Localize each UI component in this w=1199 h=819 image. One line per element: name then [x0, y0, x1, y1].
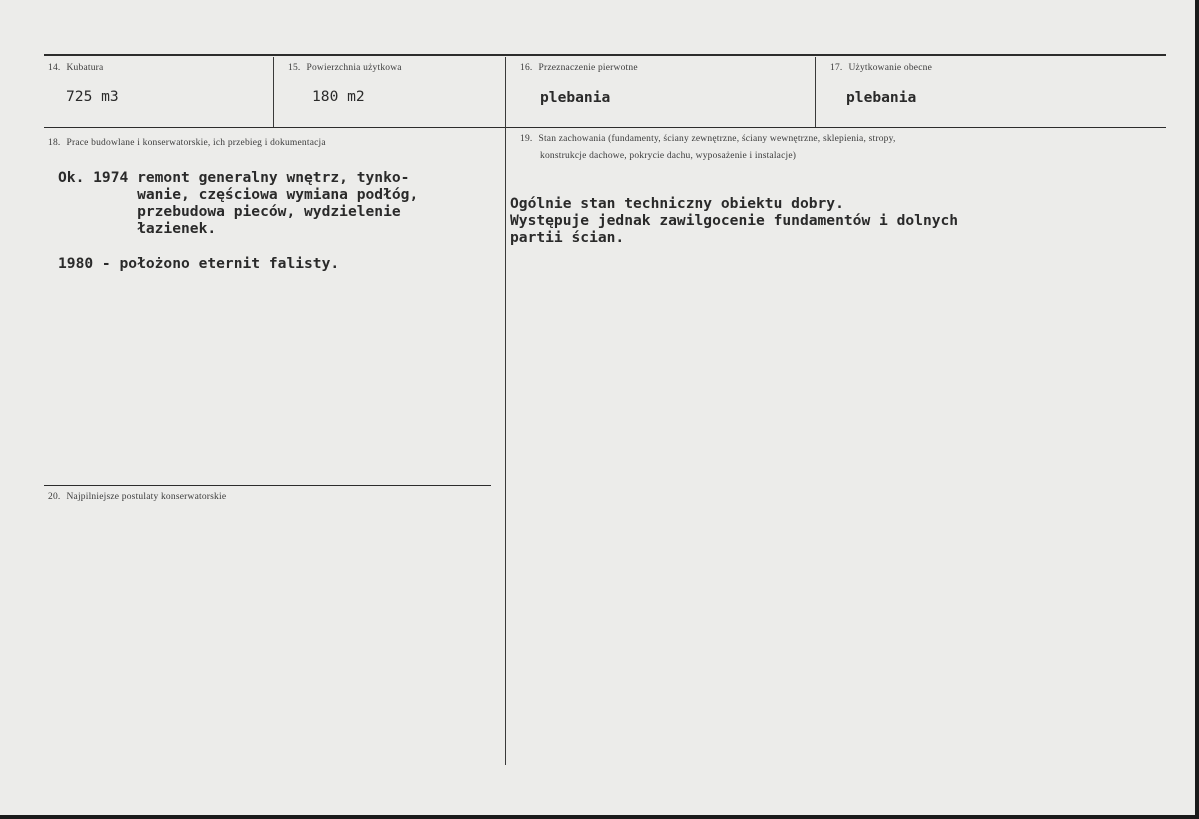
field-19-number: 19. — [520, 134, 533, 144]
field-19-label — [520, 134, 896, 144]
top-rule — [44, 54, 1166, 56]
field-19-text-line-1: Ogólnie stan techniczny obiektu dobry. — [510, 195, 844, 212]
divider-14-15 — [273, 57, 274, 127]
field-15-value: 180 m2 — [312, 88, 365, 105]
field-19-text-line-2: Występuje jednak zawilgocenie fundamentów i dolnych — [510, 212, 959, 229]
field-16-label-text: Przeznaczenie pierwotne — [538, 63, 638, 73]
field-17-number: 17. — [830, 63, 843, 73]
field-17-value: plebania — [846, 89, 917, 106]
field-18-text-line-4: łazienek. — [58, 220, 217, 237]
field-18-label-text: Prace budowlane i konserwatorskie, ich przebieg i dokumentacja — [66, 138, 326, 148]
field20-top-rule — [44, 485, 491, 486]
divider-16-17 — [815, 57, 816, 127]
field-18-number: 18. — [48, 138, 61, 148]
field-20-label — [48, 492, 226, 502]
field-15-number: 15. — [288, 63, 301, 73]
field-17-label — [830, 63, 932, 73]
divider-main — [505, 57, 506, 765]
field-14-value: 725 m3 — [66, 88, 119, 105]
field-15-label-text: Powierzchnia użytkowa — [306, 63, 402, 73]
field-15-label — [288, 63, 402, 73]
field-16-number: 16. — [520, 63, 533, 73]
field-18-text-line-5: 1980 - położono eternit falisty. — [58, 255, 340, 272]
field-18-text-line-1: Ok. 1974 remont generalny wnętrz, tynko- — [58, 169, 410, 186]
field-20-number: 20. — [48, 492, 61, 502]
field-16-label — [520, 63, 638, 73]
field-16-value: plebania — [540, 89, 611, 106]
field-19-text-line-3: partii ścian. — [510, 229, 625, 246]
field-20-label-text: Najpilniejsze postulaty konserwatorskie — [66, 492, 227, 502]
row1-bottom-rule — [44, 127, 1166, 128]
field-18-label — [48, 138, 326, 148]
field-17-label-text: Użytkowanie obecne — [848, 63, 933, 73]
field-14-label — [48, 63, 103, 73]
field-18-text-line-3: przebudowa pieców, wydzielenie — [58, 203, 401, 220]
field-14-number: 14. — [48, 63, 61, 73]
field-19-label-line-1: Stan zachowania (fundamenty, ściany zewnętrzne, ściany wewnętrzne, sklepienia, stropy, — [538, 134, 896, 144]
field-14-label-text: Kubatura — [66, 63, 104, 73]
field-19-label-line-2: konstrukcje dachowe, pokrycie dachu, wyposażenie i instalacje) — [540, 151, 797, 161]
field-18-text-line-2: wanie, częściowa wymiana podłóg, — [58, 186, 419, 203]
